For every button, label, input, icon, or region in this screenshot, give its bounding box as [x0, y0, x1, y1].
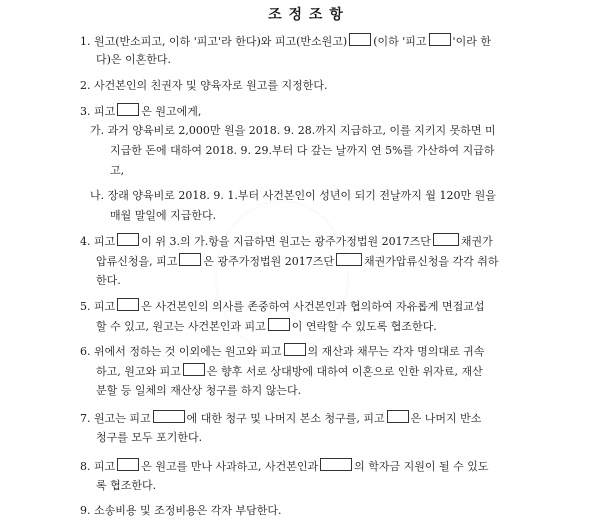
text-segment: 청구를 모두 포기한다.: [96, 431, 203, 444]
item-6-line-1: [80, 343, 484, 360]
text-segment: 이 연락할 수 있도록 협조한다.: [291, 320, 437, 333]
text-segment: 채권가압류신청을 각각 취하: [364, 255, 499, 268]
text-segment: 은 사건본인의 의사를 존중하여 사건본인과 협의하여 자유롭게 면접교섭: [141, 300, 485, 313]
redacted-name-box: [429, 33, 451, 46]
text-segment: 채권가: [460, 235, 493, 248]
text-segment: 다)은 이혼한다.: [96, 53, 172, 66]
text-segment: 9. 소송비용 및 조정비용은 각자 부담한다.: [80, 504, 282, 517]
item-8-line-2: [96, 478, 156, 494]
redacted-name-box: [117, 298, 139, 311]
item-6-line-2: [96, 363, 483, 380]
redacted-name-box: [117, 103, 139, 116]
item-1-line-1: [80, 33, 491, 50]
text-segment: 록 협조한다.: [96, 479, 157, 492]
text-segment: 은 광주가정법원 2017즈단: [203, 255, 334, 268]
text-segment: 6. 위에서 정하는 것 이외에는 원고와 피고: [80, 345, 282, 358]
text-segment: 1. 원고(반소피고, 이하 '피고'라 한다)와 피고(반소원고): [80, 35, 348, 48]
text-segment: 7. 원고는 피고: [80, 412, 151, 425]
text-segment: 3. 피고: [80, 105, 116, 118]
item-4-line-3: [96, 273, 121, 289]
text-segment: 하고, 원고와 피고: [96, 365, 181, 378]
item-9: [80, 503, 282, 519]
text-segment: 은 나머지 반소: [410, 412, 482, 425]
redacted-name-box: [117, 233, 139, 246]
document-title: 조 정 조 항: [268, 7, 344, 23]
item-3-na-line-2: [110, 208, 216, 224]
text-segment: '이라 한: [452, 35, 491, 48]
text-segment: 분할 등 일체의 재산상 청구를 하지 않는다.: [96, 384, 302, 397]
text-segment: 은 원고에게,: [141, 105, 202, 118]
text-segment: 고,: [110, 164, 125, 177]
item-3-ga-line-3: [110, 163, 124, 179]
text-segment: 이 위 3.의 가.항을 지급하면 원고는 광주가정법원 2017즈단: [141, 235, 431, 248]
item-6-line-3: [96, 383, 301, 399]
text-segment: 압류신청을, 피고: [96, 255, 178, 268]
redacted-case-number-box: [336, 253, 362, 266]
text-segment: 나. 장래 양육비로 2018. 9. 1.부터 사건본인이 성년이 되기 전날까지 월 120만 원을: [90, 189, 496, 202]
redacted-name-box: [320, 458, 352, 471]
text-segment: 의 학자금 지원이 될 수 있도: [354, 460, 489, 473]
redacted-name-box: [183, 363, 205, 376]
item-2: [80, 78, 328, 94]
item-5-line-1: [80, 298, 485, 315]
redacted-name-box: [387, 410, 409, 423]
redacted-name-box: [284, 343, 306, 356]
item-4-line-1: [80, 233, 493, 250]
text-segment: 은 향후 서로 상대방에 대하여 이혼으로 인한 위자료, 재산: [206, 365, 483, 378]
redacted-name-box: [117, 458, 139, 471]
text-segment: 2. 사건본인의 친권자 및 양육자로 원고를 지정한다.: [80, 79, 328, 92]
text-segment: 에 대한 청구 및 나머지 본소 청구를, 피고: [186, 412, 385, 425]
redacted-name-box: [179, 253, 201, 266]
item-7-line-2: [96, 430, 202, 446]
item-4-line-2: [96, 253, 499, 270]
item-3-ga-line-2: [110, 143, 495, 159]
text-segment: 4. 피고: [80, 235, 116, 248]
item-5-line-2: [96, 318, 437, 335]
text-segment: 지급한 돈에 대하여 2018. 9. 29.부터 다 갚는 날까지 연 5%를 가산하여 지급하: [110, 144, 495, 157]
redacted-case-number-box: [433, 233, 459, 246]
item-1-line-2: [96, 52, 171, 68]
item-3-ga-line-1: [90, 123, 496, 139]
item-3-na-line-1: [90, 188, 496, 204]
redacted-name-box: [268, 318, 290, 331]
item-3: [80, 103, 201, 120]
text-segment: 5. 피고: [80, 300, 116, 313]
redacted-name-box: [153, 410, 185, 423]
text-segment: 가. 과거 양육비로 2,000만 원을 2018. 9. 28.까지 지급하고, 이를 지키지 못하면 미: [90, 124, 496, 137]
text-segment: 의 재산과 채무는 각자 명의대로 귀속: [307, 345, 485, 358]
text-segment: 할 수 있고, 원고는 사건본인과 피고: [96, 320, 266, 333]
item-8-line-1: [80, 458, 489, 475]
item-7-line-1: [80, 410, 481, 427]
redacted-name-box: [349, 33, 371, 46]
text-segment: 한다.: [96, 274, 121, 287]
text-segment: (이하 '피고: [373, 35, 427, 48]
text-segment: 은 원고를 만나 사과하고, 사건본인과: [141, 460, 319, 473]
text-segment: 매월 말일에 지급한다.: [110, 209, 217, 222]
text-segment: 8. 피고: [80, 460, 116, 473]
